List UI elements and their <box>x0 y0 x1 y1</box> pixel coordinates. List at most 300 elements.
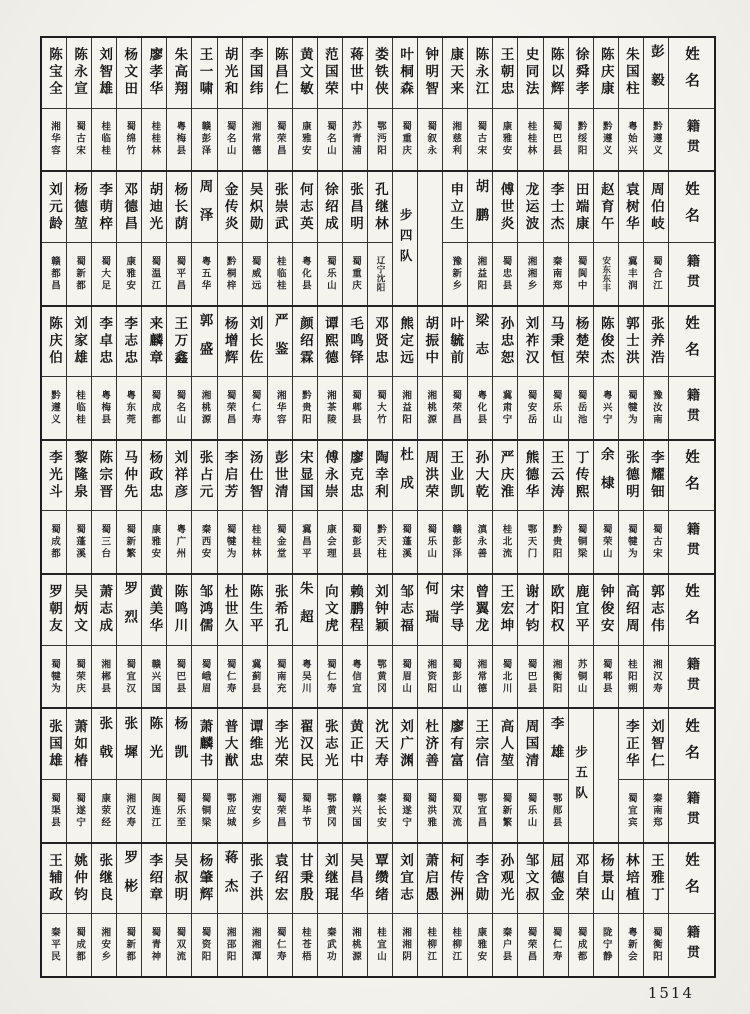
person-column <box>443 172 468 304</box>
person-column <box>92 307 117 439</box>
person-name: 胡鹏 <box>472 178 489 236</box>
origin-cell <box>142 914 166 976</box>
origin-cell <box>569 109 593 171</box>
person-name: 萧麟书 <box>196 718 213 770</box>
person-name: 赵育午 <box>597 181 614 233</box>
origin-header-label: 籍贯 <box>683 387 699 428</box>
origin-cell <box>594 377 618 439</box>
origin-cell <box>92 646 116 708</box>
name-cell <box>544 575 568 646</box>
person-column <box>393 844 418 976</box>
person-origin: 粤信宜 <box>349 658 361 695</box>
origin-cell <box>142 377 166 439</box>
person-origin: 桂桂林 <box>149 121 161 158</box>
origin-cell <box>544 109 568 171</box>
origin-header-label: 籍贯 <box>683 790 699 831</box>
person-origin: 康会理 <box>324 524 336 561</box>
person-origin: 黔贵阳 <box>550 524 562 561</box>
person-origin: 蜀荣昌 <box>274 792 286 829</box>
person-column <box>493 575 518 707</box>
origin-cell <box>468 511 492 573</box>
person-name: 马仲先 <box>121 450 138 502</box>
person-name: 孙忠恕 <box>497 315 514 367</box>
name-cell <box>468 844 492 915</box>
person-origin: 桂桂林 <box>249 524 261 561</box>
origin-cell <box>393 109 417 171</box>
person-origin: 黔遵义 <box>650 121 662 158</box>
row-band <box>42 441 714 575</box>
name-header-label: 姓名 <box>682 583 699 637</box>
origin-header-cell <box>669 377 714 439</box>
name-cell <box>343 709 367 780</box>
name-cell <box>218 575 242 646</box>
person-column <box>293 172 318 304</box>
person-name: 赖鹏程 <box>346 584 363 636</box>
unit-cell <box>569 709 593 841</box>
name-cell <box>343 441 367 512</box>
name-cell <box>42 307 66 378</box>
name-cell <box>293 38 317 109</box>
roster-table <box>40 36 716 978</box>
name-cell <box>493 709 517 780</box>
name-cell <box>368 441 392 512</box>
name-cell <box>368 575 392 646</box>
origin-cell <box>42 780 66 842</box>
person-name: 毛鸣铎 <box>346 315 363 367</box>
origin-cell <box>443 914 467 976</box>
person-column <box>192 575 217 707</box>
origin-cell <box>518 780 542 842</box>
person-name: 来麟章 <box>146 315 163 367</box>
origin-cell <box>42 109 66 171</box>
person-column <box>518 709 543 841</box>
name-header-label: 姓名 <box>682 314 699 368</box>
origin-cell <box>644 914 668 976</box>
name-header-label: 姓名 <box>682 46 699 100</box>
name-cell <box>318 38 342 109</box>
person-origin: 蜀平昌 <box>174 255 186 292</box>
person-origin: 鄂天门 <box>525 524 537 561</box>
name-cell <box>443 575 467 646</box>
person-origin: 桂宜山 <box>375 927 387 964</box>
name-cell <box>243 575 267 646</box>
name-cell <box>493 307 517 378</box>
person-name: 李雄 <box>547 715 564 773</box>
person-name: 吴叔明 <box>171 852 188 904</box>
person-column <box>192 38 217 170</box>
person-column <box>343 575 368 707</box>
name-header-cell <box>669 575 714 646</box>
person-name: 马秉恒 <box>547 315 564 367</box>
person-origin: 蜀北川 <box>500 658 512 695</box>
person-name: 吴炳文 <box>71 584 88 636</box>
name-cell <box>368 172 392 243</box>
person-column <box>192 441 217 573</box>
person-name: 朱国柱 <box>622 47 639 99</box>
person-name: 宋显国 <box>296 450 313 502</box>
person-name: 何志英 <box>296 181 313 233</box>
name-cell <box>192 844 216 915</box>
person-name: 张养浩 <box>647 315 664 367</box>
origin-cell <box>167 511 191 573</box>
person-origin: 湘常德 <box>475 658 487 695</box>
name-cell <box>243 38 267 109</box>
person-name: 刘祚汉 <box>522 315 539 367</box>
person-column <box>418 38 443 170</box>
person-name: 李正华 <box>622 718 639 770</box>
origin-cell <box>142 646 166 708</box>
person-origin: 粤梅县 <box>174 121 186 158</box>
origin-cell <box>594 646 618 708</box>
person-origin: 蜀乐山 <box>550 389 562 426</box>
person-origin: 蜀巴县 <box>550 121 562 158</box>
person-column <box>443 307 468 439</box>
person-column <box>117 307 142 439</box>
row-band <box>42 172 714 306</box>
name-cell <box>594 575 618 646</box>
person-name: 杨凯 <box>171 715 188 773</box>
person-name: 陈俊杰 <box>597 315 614 367</box>
person-name: 王辅政 <box>46 852 63 904</box>
person-origin: 蜀名山 <box>324 121 336 158</box>
name-cell <box>243 172 267 243</box>
origin-cell <box>293 646 317 708</box>
origin-cell <box>393 914 417 976</box>
person-name: 刘智雄 <box>96 47 113 99</box>
person-column <box>268 709 293 841</box>
origin-cell <box>468 780 492 842</box>
person-origin: 蜀青神 <box>149 927 161 964</box>
person-column <box>544 441 569 573</box>
origin-cell <box>468 243 492 305</box>
origin-cell <box>493 511 517 573</box>
person-name: 孔继林 <box>372 181 389 233</box>
person-column <box>468 307 493 439</box>
person-origin: 蜀大足 <box>99 255 111 292</box>
origin-cell <box>218 780 242 842</box>
person-name: 袁绍宏 <box>271 852 288 904</box>
name-cell <box>67 172 91 243</box>
person-column <box>42 844 67 976</box>
person-origin: 蜀彭山 <box>450 658 462 695</box>
name-cell <box>544 307 568 378</box>
person-origin: 黔遵义 <box>600 121 612 158</box>
person-name: 郭盛 <box>196 312 213 370</box>
origin-cell <box>544 377 568 439</box>
name-cell <box>42 709 66 780</box>
name-cell <box>318 172 342 243</box>
origin-cell <box>644 646 668 708</box>
person-column <box>42 172 67 304</box>
person-column <box>443 844 468 976</box>
person-name: 熊定远 <box>397 315 414 367</box>
person-name: 李光荣 <box>271 718 288 770</box>
origin-cell <box>117 109 141 171</box>
person-column <box>243 709 268 841</box>
name-cell <box>544 38 568 109</box>
person-column <box>343 844 368 976</box>
person-origin: 康荥经 <box>99 792 111 829</box>
name-cell <box>393 307 417 378</box>
name-cell <box>393 709 417 780</box>
origin-cell <box>243 646 267 708</box>
name-header-label: 姓名 <box>682 180 699 234</box>
header-column <box>669 844 714 976</box>
origin-cell <box>493 377 517 439</box>
person-name: 胡振中 <box>422 315 439 367</box>
person-origin: 桂临桂 <box>99 121 111 158</box>
origin-cell <box>192 109 216 171</box>
name-cell <box>443 844 467 915</box>
origin-cell <box>243 377 267 439</box>
person-column <box>418 307 443 439</box>
person-origin: 黔桐梓 <box>224 255 236 292</box>
person-column <box>293 307 318 439</box>
person-name: 叶毓前 <box>447 315 464 367</box>
name-cell <box>644 575 668 646</box>
origin-cell <box>493 646 517 708</box>
person-origin: 蜀犍为 <box>49 658 61 695</box>
person-name: 王一啸 <box>196 47 213 99</box>
origin-cell <box>218 243 242 305</box>
origin-cell <box>594 243 618 305</box>
origin-cell <box>167 646 191 708</box>
origin-cell <box>92 109 116 171</box>
origin-cell <box>218 511 242 573</box>
person-column <box>67 307 92 439</box>
origin-cell <box>644 780 668 842</box>
origin-cell <box>343 511 367 573</box>
person-name: 谭维忠 <box>246 718 263 770</box>
name-cell <box>644 709 668 780</box>
name-cell <box>117 575 141 646</box>
origin-cell <box>644 377 668 439</box>
name-cell <box>594 844 618 915</box>
person-name: 袁树华 <box>622 181 639 233</box>
person-origin: 蜀犍为 <box>625 389 637 426</box>
person-column <box>368 307 393 439</box>
person-name: 刘祥彦 <box>171 450 188 502</box>
person-name: 张子洪 <box>246 852 263 904</box>
person-name: 杨楚荣 <box>572 315 589 367</box>
person-column <box>268 307 293 439</box>
person-column <box>418 441 443 573</box>
person-column <box>293 844 318 976</box>
person-name: 普大猷 <box>221 718 238 770</box>
person-name: 叶桐森 <box>397 47 414 99</box>
person-column <box>443 38 468 170</box>
person-name: 廖克忠 <box>346 450 363 502</box>
person-name: 翟汉民 <box>296 718 313 770</box>
origin-cell <box>42 511 66 573</box>
page-number: 1514 <box>647 984 694 1002</box>
name-cell <box>518 575 542 646</box>
person-origin: 蜀金堂 <box>274 524 286 561</box>
person-name: 余棣 <box>597 447 614 505</box>
row-band <box>42 307 714 441</box>
person-column <box>418 709 443 841</box>
person-name: 萧如椿 <box>71 718 88 770</box>
name-cell <box>418 709 442 780</box>
person-origin: 蜀成都 <box>74 927 86 964</box>
person-name: 颜绍霖 <box>296 315 313 367</box>
person-column <box>293 38 318 170</box>
unit-column <box>393 172 418 304</box>
person-column <box>268 844 293 976</box>
origin-cell <box>518 511 542 573</box>
name-header-label: 姓名 <box>682 851 699 905</box>
origin-cell <box>393 511 417 573</box>
name-cell <box>619 844 643 915</box>
origin-cell <box>569 377 593 439</box>
name-header-label: 姓名 <box>682 449 699 503</box>
person-origin: 湘郴县 <box>99 658 111 695</box>
origin-cell <box>368 914 392 976</box>
name-cell <box>142 307 166 378</box>
origin-cell <box>293 914 317 976</box>
header-column <box>669 38 714 170</box>
name-cell <box>167 575 191 646</box>
person-column <box>493 38 518 170</box>
name-cell <box>569 38 593 109</box>
origin-cell <box>142 109 166 171</box>
origin-cell <box>569 646 593 708</box>
person-column <box>493 441 518 573</box>
origin-cell <box>117 377 141 439</box>
person-name: 王云涛 <box>547 450 564 502</box>
row-band <box>42 575 714 709</box>
origin-cell <box>393 780 417 842</box>
person-column <box>544 844 569 976</box>
origin-cell <box>619 511 643 573</box>
person-origin: 蜀新都 <box>74 255 86 292</box>
person-name: 向文虎 <box>321 584 338 636</box>
name-cell <box>468 307 492 378</box>
person-origin: 蜀荣昌 <box>224 389 236 426</box>
person-name: 甘秉殷 <box>296 852 313 904</box>
origin-cell <box>644 511 668 573</box>
name-cell <box>142 172 166 243</box>
origin-cell <box>67 646 91 708</box>
person-column <box>218 844 243 976</box>
person-name: 徐绍成 <box>321 181 338 233</box>
person-column <box>192 172 217 304</box>
person-column <box>343 441 368 573</box>
name-cell <box>117 441 141 512</box>
person-name: 黄正中 <box>346 718 363 770</box>
person-origin: 蜀郫县 <box>349 389 361 426</box>
person-origin: 秦户县 <box>500 927 512 964</box>
name-cell <box>218 307 242 378</box>
person-name: 王宏坤 <box>497 584 514 636</box>
person-name: 徐舜孝 <box>572 47 589 99</box>
person-column <box>92 844 117 976</box>
origin-cell <box>544 646 568 708</box>
origin-cell <box>117 243 141 305</box>
name-header-cell <box>669 172 714 243</box>
name-cell <box>569 172 593 243</box>
person-origin: 粤化县 <box>475 389 487 426</box>
name-cell <box>268 844 292 915</box>
person-column <box>619 441 644 573</box>
person-column <box>142 172 167 304</box>
origin-cell <box>468 377 492 439</box>
name-cell <box>67 307 91 378</box>
person-name: 高绍周 <box>622 584 639 636</box>
name-cell <box>619 172 643 243</box>
person-name: 杨增辉 <box>221 315 238 367</box>
origin-cell <box>368 646 392 708</box>
person-origin: 黔绥阳 <box>575 121 587 158</box>
person-column <box>167 441 192 573</box>
person-column <box>518 441 543 573</box>
person-origin: 湘益阳 <box>475 255 487 292</box>
person-name: 何瑞 <box>422 581 439 639</box>
name-cell <box>318 575 342 646</box>
person-origin: 蜀荣昌 <box>450 389 462 426</box>
origin-cell <box>569 511 593 573</box>
name-cell <box>569 441 593 512</box>
name-cell <box>418 307 442 378</box>
person-name: 陈光 <box>146 715 163 773</box>
name-cell <box>92 709 116 780</box>
person-column <box>468 38 493 170</box>
name-cell <box>167 441 191 512</box>
name-cell <box>544 844 568 915</box>
origin-cell <box>368 243 392 305</box>
origin-cell <box>92 511 116 573</box>
person-origin: 湘安乡 <box>99 927 111 964</box>
person-name: 陈永江 <box>472 47 489 99</box>
person-origin: 秦南郑 <box>650 792 662 829</box>
origin-cell <box>268 646 292 708</box>
person-name: 孙大乾 <box>472 450 489 502</box>
person-column <box>518 575 543 707</box>
person-origin: 蜀成都 <box>149 389 161 426</box>
person-origin: 桂苍梧 <box>299 927 311 964</box>
person-column <box>167 844 192 976</box>
name-cell <box>569 575 593 646</box>
person-origin: 湘汉寿 <box>650 658 662 695</box>
person-column <box>544 172 569 304</box>
name-cell <box>343 575 367 646</box>
name-header-label: 姓名 <box>682 717 699 771</box>
name-cell <box>42 575 66 646</box>
person-column <box>468 844 493 976</box>
name-cell <box>117 38 141 109</box>
person-name: 廖有富 <box>447 718 464 770</box>
person-name: 李绍章 <box>146 852 163 904</box>
person-column <box>293 709 318 841</box>
person-origin: 蜀成都 <box>49 524 61 561</box>
person-name: 吴昌华 <box>346 852 363 904</box>
person-column <box>619 307 644 439</box>
name-cell <box>192 172 216 243</box>
person-origin: 赣兴国 <box>149 658 161 695</box>
person-origin: 秦西安 <box>199 524 211 561</box>
person-column <box>544 709 569 841</box>
name-cell <box>192 307 216 378</box>
origin-cell <box>468 914 492 976</box>
person-origin: 蜀郫县 <box>600 658 612 695</box>
origin-cell <box>343 109 367 171</box>
name-cell <box>142 844 166 915</box>
person-name: 屈德金 <box>547 852 564 904</box>
name-cell <box>594 172 618 243</box>
row-band <box>42 38 714 172</box>
person-origin: 粤梅县 <box>99 389 111 426</box>
origin-cell <box>117 914 141 976</box>
